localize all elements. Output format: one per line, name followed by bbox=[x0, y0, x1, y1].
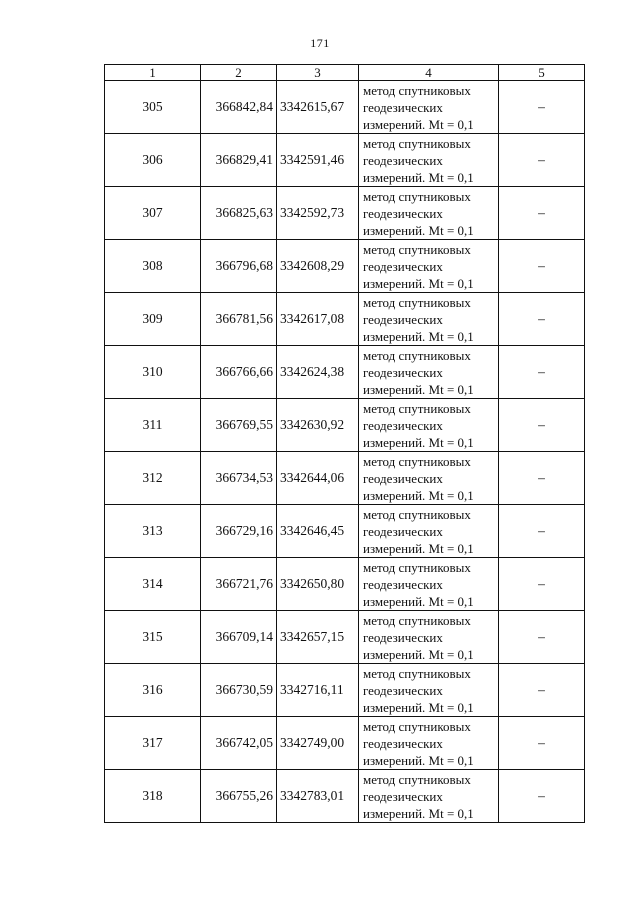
point-number-cell: 313 bbox=[105, 505, 201, 558]
method-cell: метод спутниковых геодезических измерений. Mt = 0,1 bbox=[359, 240, 499, 293]
method-cell: метод спутниковых геодезических измерений. Mt = 0,1 bbox=[359, 346, 499, 399]
header-col-1: 1 bbox=[105, 65, 201, 81]
note-cell: – bbox=[499, 558, 585, 611]
table-row bbox=[105, 770, 585, 823]
coord-y-cell: 3342608,29 bbox=[277, 240, 359, 293]
method-cell: метод спутниковых геодезических измерений. Mt = 0,1 bbox=[359, 505, 499, 558]
note-cell: – bbox=[499, 611, 585, 664]
table-body bbox=[105, 81, 585, 823]
table-row bbox=[105, 558, 585, 611]
coord-y-cell: 3342749,00 bbox=[277, 717, 359, 770]
table-row bbox=[105, 346, 585, 399]
coord-x-cell: 366769,55 bbox=[201, 399, 277, 452]
point-number-cell: 315 bbox=[105, 611, 201, 664]
method-cell: метод спутниковых геодезических измерений. Mt = 0,1 bbox=[359, 664, 499, 717]
page-number: 171 bbox=[310, 36, 330, 50]
table-row bbox=[105, 664, 585, 717]
header-col-3: 3 bbox=[277, 65, 359, 81]
coord-y-cell: 3342615,67 bbox=[277, 81, 359, 134]
note-cell: – bbox=[499, 452, 585, 505]
coord-x-cell: 366734,53 bbox=[201, 452, 277, 505]
coord-x-cell: 366730,59 bbox=[201, 664, 277, 717]
coord-x-cell: 366755,26 bbox=[201, 770, 277, 823]
note-cell: – bbox=[499, 240, 585, 293]
table-row bbox=[105, 293, 585, 346]
table-row bbox=[105, 240, 585, 293]
note-cell: – bbox=[499, 664, 585, 717]
table-row bbox=[105, 505, 585, 558]
point-number-cell: 317 bbox=[105, 717, 201, 770]
coord-x-cell: 366781,56 bbox=[201, 293, 277, 346]
method-cell: метод спутниковых геодезических измерений. Mt = 0,1 bbox=[359, 558, 499, 611]
coord-x-cell: 366742,05 bbox=[201, 717, 277, 770]
note-cell: – bbox=[499, 187, 585, 240]
coord-x-cell: 366796,68 bbox=[201, 240, 277, 293]
point-number-cell: 308 bbox=[105, 240, 201, 293]
header-col-4: 4 bbox=[359, 65, 499, 81]
table-row bbox=[105, 399, 585, 452]
coord-x-cell: 366729,16 bbox=[201, 505, 277, 558]
method-cell: метод спутниковых геодезических измерений. Mt = 0,1 bbox=[359, 81, 499, 134]
note-cell: – bbox=[499, 717, 585, 770]
point-number-cell: 316 bbox=[105, 664, 201, 717]
coord-y-cell: 3342650,80 bbox=[277, 558, 359, 611]
method-cell: метод спутниковых геодезических измерений. Mt = 0,1 bbox=[359, 770, 499, 823]
coord-y-cell: 3342630,92 bbox=[277, 399, 359, 452]
point-number-cell: 312 bbox=[105, 452, 201, 505]
table-row bbox=[105, 717, 585, 770]
method-cell: метод спутниковых геодезических измерений. Mt = 0,1 bbox=[359, 293, 499, 346]
point-number-cell: 309 bbox=[105, 293, 201, 346]
header-col-5: 5 bbox=[499, 65, 585, 81]
note-cell: – bbox=[499, 399, 585, 452]
coordinates-table bbox=[104, 64, 585, 823]
table-row bbox=[105, 611, 585, 664]
point-number-cell: 311 bbox=[105, 399, 201, 452]
method-cell: метод спутниковых геодезических измерений. Mt = 0,1 bbox=[359, 717, 499, 770]
table-row bbox=[105, 452, 585, 505]
point-number-cell: 307 bbox=[105, 187, 201, 240]
table-row bbox=[105, 187, 585, 240]
coord-y-cell: 3342657,15 bbox=[277, 611, 359, 664]
table-row bbox=[105, 134, 585, 187]
coord-x-cell: 366825,63 bbox=[201, 187, 277, 240]
note-cell: – bbox=[499, 293, 585, 346]
coord-y-cell: 3342646,45 bbox=[277, 505, 359, 558]
method-cell: метод спутниковых геодезических измерений. Mt = 0,1 bbox=[359, 399, 499, 452]
point-number-cell: 306 bbox=[105, 134, 201, 187]
note-cell: – bbox=[499, 505, 585, 558]
coord-x-cell: 366766,66 bbox=[201, 346, 277, 399]
coord-y-cell: 3342591,46 bbox=[277, 134, 359, 187]
point-number-cell: 310 bbox=[105, 346, 201, 399]
coord-x-cell: 366829,41 bbox=[201, 134, 277, 187]
coord-y-cell: 3342783,01 bbox=[277, 770, 359, 823]
coord-x-cell: 366721,76 bbox=[201, 558, 277, 611]
header-col-2: 2 bbox=[201, 65, 277, 81]
note-cell: – bbox=[499, 134, 585, 187]
coord-x-cell: 366709,14 bbox=[201, 611, 277, 664]
method-cell: метод спутниковых геодезических измерений. Mt = 0,1 bbox=[359, 611, 499, 664]
coord-y-cell: 3342716,11 bbox=[277, 664, 359, 717]
point-number-cell: 305 bbox=[105, 81, 201, 134]
method-cell: метод спутниковых геодезических измерений. Mt = 0,1 bbox=[359, 134, 499, 187]
method-cell: метод спутниковых геодезических измерений. Mt = 0,1 bbox=[359, 452, 499, 505]
coord-y-cell: 3342624,38 bbox=[277, 346, 359, 399]
coord-y-cell: 3342644,06 bbox=[277, 452, 359, 505]
note-cell: – bbox=[499, 346, 585, 399]
note-cell: – bbox=[499, 81, 585, 134]
coord-y-cell: 3342592,73 bbox=[277, 187, 359, 240]
method-cell: метод спутниковых геодезических измерений. Mt = 0,1 bbox=[359, 187, 499, 240]
point-number-cell: 314 bbox=[105, 558, 201, 611]
coord-y-cell: 3342617,08 bbox=[277, 293, 359, 346]
point-number-cell: 318 bbox=[105, 770, 201, 823]
coord-x-cell: 366842,84 bbox=[201, 81, 277, 134]
table-row bbox=[105, 81, 585, 134]
note-cell: – bbox=[499, 770, 585, 823]
table-header-row bbox=[105, 65, 585, 81]
